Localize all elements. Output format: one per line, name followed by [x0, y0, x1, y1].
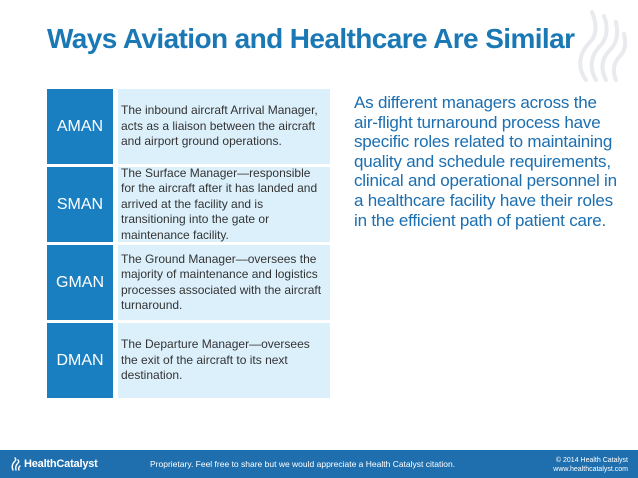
role-code: DMAN — [47, 323, 113, 401]
copyright-text: © 2014 Health Catalyst — [555, 457, 628, 464]
role-code: SMAN — [47, 167, 113, 245]
website-link[interactable]: www.healthcatalyst.com — [553, 466, 628, 473]
role-description: The Ground Manager—oversees the majority of maintenance and logistics processes associated with the aircraft turnaround. — [118, 245, 330, 323]
footer-logo — [10, 457, 98, 471]
slide-paragraph: As different managers across the air-flight turnaround process have specific roles related to maintaining quality and schedule requirements, clinical and operational personnel in a healthcare facility have their roles in the efficient path of patient care. — [354, 93, 617, 230]
flame-logo-icon — [566, 4, 632, 82]
role-code: AMAN — [47, 89, 113, 167]
role-description: The Surface Manager—responsible for the aircraft after it has landed and arrived at the facility and is transitioning into the gate or maintenance facility. — [118, 167, 330, 245]
role-row-dman — [47, 323, 330, 401]
role-row-gman — [47, 245, 330, 323]
health-catalyst-logo-icon — [10, 457, 22, 471]
footer-logo-text: HealthCatalyst — [24, 458, 98, 470]
role-description: The Departure Manager—oversees the exit of the aircraft to its next destination. — [118, 323, 330, 401]
footer-citation-note: Proprietary. Feel free to share but we would appreciate a Health Catalyst citation. — [150, 459, 456, 469]
slide-title: Ways Aviation and Healthcare Are Similar — [47, 23, 575, 54]
role-description: The inbound aircraft Arrival Manager, acts as a liaison between the aircraft and airport ground operations. — [118, 89, 330, 167]
role-row-aman — [47, 89, 330, 167]
role-row-sman — [47, 167, 330, 245]
roles-table — [47, 89, 330, 401]
role-code: GMAN — [47, 245, 113, 323]
footer-bar — [0, 450, 638, 478]
footer-copyright — [553, 456, 628, 474]
